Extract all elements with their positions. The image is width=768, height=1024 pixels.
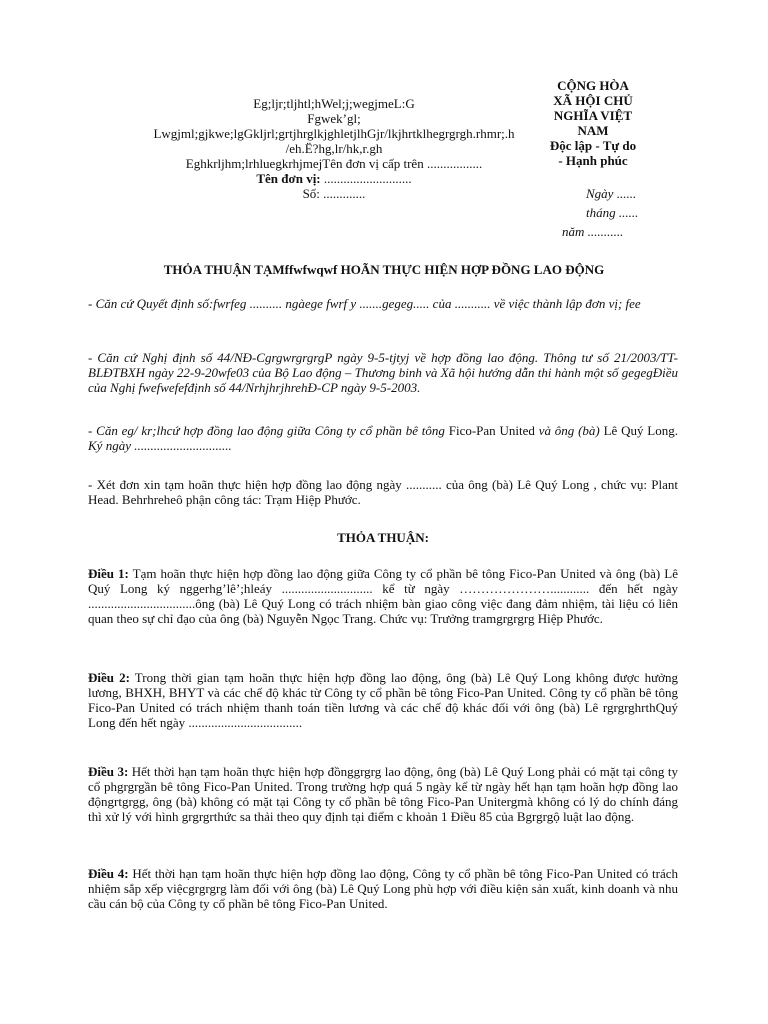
article-4 — [88, 866, 678, 911]
motto-line1: CỘNG HÒA — [557, 78, 629, 93]
motto-line3: NGHĨA VIỆT — [553, 108, 633, 123]
document-number: Số: ............. — [302, 186, 366, 201]
preamble-request: - Xét đơn xin tạm hoãn thực hiện hợp đồng lao động ngày ........... của ông (bà) Lê Quý Long , chức vụ: Plant Head. Behrhreheô phận công tác: Trạm Hiệp Phước. — [88, 477, 678, 507]
national-motto — [528, 78, 658, 168]
article-3-label: Điều 3: — [88, 764, 129, 779]
unit-name-line — [116, 171, 552, 186]
preamble-contract-part1: - Căn eg/ kr;lhcứ hợp đồng lao động giữa Công ty cổ phần bê tông — [88, 423, 445, 438]
article-3 — [88, 764, 678, 824]
preamble-contract-date: Ký ngày .............................. — [88, 438, 232, 453]
date-day: Ngày ...... — [586, 186, 637, 201]
motto-line2: XÃ HỘI CHỦ — [553, 93, 633, 108]
preamble-contract-part2: và ông (bà) — [538, 423, 600, 438]
article-1 — [88, 566, 678, 626]
header-left-line3: Lwgjml;gjkwe;lgGkljrl;grtjhrglkjghletjlhGjr/lkjhrtklhegrgrgh.rhmr;.h — [153, 126, 515, 141]
article-1-label: Điều 1: — [88, 566, 129, 581]
unit-name-label: Tên đơn vị: — [256, 171, 321, 186]
article-3-text: Hết thời hạn tạm hoãn thực hiện hợp đồnggrgrg lao động, ông (bà) Lê Quý Long phải có mặt tại công ty cổ phgrgrgần bê tông Fico-Pan United. Trong trường hợp quá 5 ngày kể từ ngày hết hạn tạm hoãn hợp đồng lao độngrtgrgg, ông (bà) không có mặt tại Công ty cổ phần bê tông Fico-Pan Unitergmà không có lý do chính đáng thì xử lý với hình grgrgrthức sa thải theo quy định tại điểm c khoản 1 Điều 85 của Bgrgrgộ luật lao động. — [88, 764, 678, 824]
preamble-decree: - Căn cứ Nghị định số 44/NĐ-CgrgwrgrgrgP ngày 9-5-tjtyj về hợp đồng lao động. Thông tư số 21/2003/TT-BLĐTBXH ngày 22-9-20wfe03 của Bộ Lao động – Thương binh và Xã hội hướng dẫn thi hành một số gegegĐiều của Nghị fwefwefefđịnh số 44/NrhjhrjhrehĐ-CP ngày 9-5-2003. — [88, 350, 678, 395]
article-4-text: Hết thời hạn tạm hoãn thực hiện hợp đồng lao động, Công ty cổ phần bê tông Fico-Pan United có trách nhiệm sắp xếp việcgrgrgrg làm đối với ông (bà) Lê Quý Long phù hợp với điều kiện sản xuất, kinh doanh và nhu cầu cán bộ của Công ty cổ phần bê tông Fico-Pan United. — [88, 866, 678, 911]
preamble-contract-company: Fico-Pan United — [444, 423, 539, 438]
header-left-line1: Eg;ljr;tljhtl;hWel;j;wegjmeL:G — [253, 96, 415, 111]
article-2-text: Trong thời gian tạm hoãn thực hiện hợp đồng lao động, ông (bà) Lê Quý Long không được hưởng lương, BHXH, BHYT và các chế độ khác từ Công ty cổ phần bê tông Fico-Pan United. Công ty cổ phần bê tông Fico-Pan United có trách nhiệm thanh toán tiền lương và các chế độ khác đối với ông (bà) Lê rgrgrghrthQuý Long đến hết ngày ................................... — [88, 670, 678, 730]
article-2-label: Điều 2: — [88, 670, 130, 685]
article-4-label: Điều 4: — [88, 866, 129, 881]
preamble-contract — [88, 423, 678, 453]
article-2 — [88, 670, 678, 730]
preamble-contract-person: Lê Quý Long. — [599, 423, 678, 438]
header-left-line4: /eh.Ë?hg,lr/hk,r.gh — [285, 141, 383, 156]
motto-line6: - Hạnh phúc — [558, 153, 628, 168]
motto-line5: Độc lập - Tự do — [549, 138, 637, 153]
section-heading: THỎA THUẬN: — [337, 530, 429, 545]
date-month: tháng ...... — [586, 205, 639, 220]
header-left-line5: Eghkrljhm;lrhluegkrhjmejTên đơn vị cấp trên ................. — [185, 156, 483, 171]
header-left — [116, 96, 552, 201]
preamble-decision: - Căn cứ Quyết định số:fwrfeg .......... ngàege fwrf y .......gegeg..... của ........... về việc thành lập đơn vị; fee — [88, 296, 641, 311]
motto-line4: NAM — [577, 123, 609, 138]
date-year: năm ........... — [562, 224, 624, 239]
unit-name-value: ........................... — [320, 171, 412, 186]
header-left-line2: Fgwek’gl; — [307, 111, 361, 126]
document-title: THỎA THUẬN TẠMffwfwqwf HOÃN THỰC HIỆN HỢP ĐỒNG LAO ĐỘNG — [163, 262, 605, 277]
article-1-text: Tạm hoãn thực hiện hợp đồng lao động giữa Công ty cổ phần bê tông Fico-Pan United và ông (bà) Lê Quý Long ký nggerhg’lê’;hleáy ............................ kể từ ngày …………………............ đến hết ngày .................................ông (bà) Lê Quý Long có trách nhiệm bàn giao công việc đang đảm nhiệm, tài liệu có liên quan theo sự chỉ đạo của ông (bà) Nguyễn Ngọc Trang. Chức vụ: Trưởng tramgrgrgrg Hiệp Phước. — [88, 566, 678, 626]
